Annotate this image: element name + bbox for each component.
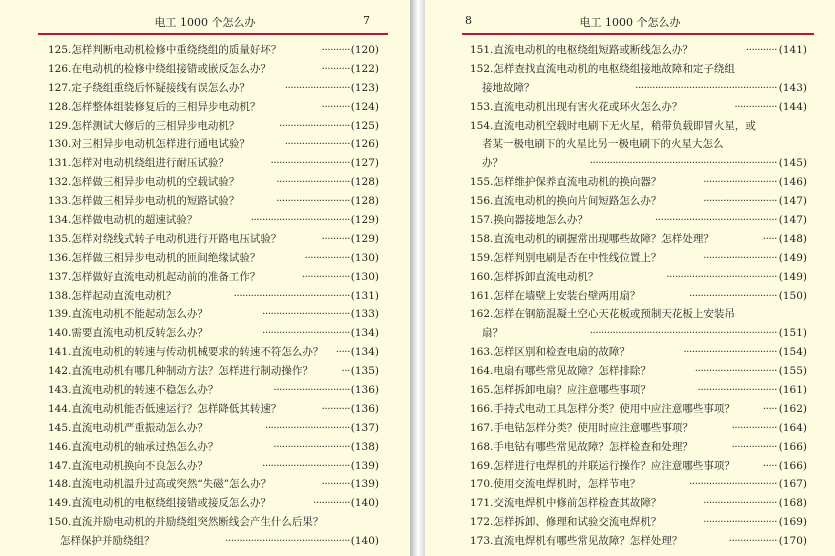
toc-entry xyxy=(425,513,835,532)
toc-entry-title: 157.换向器接地怎么办？ xyxy=(470,214,588,227)
toc-entry-page: (130) xyxy=(350,251,379,264)
toc-entry-page: (150) xyxy=(778,289,807,302)
toc-entry-page: (155) xyxy=(778,365,807,378)
toc-entry-title: 165.怎样拆卸电扇？应注意哪些事项？ xyxy=(470,384,651,397)
toc-entry-title: 154.直流电动机空载时电刷下无火星，稍带负载即冒火星，或 xyxy=(470,119,756,132)
toc-entry-title: 147.直流电动机换向不良怎么办？ xyxy=(48,459,208,472)
toc-entry-page: (146) xyxy=(778,176,807,189)
toc-entry-page: (129) xyxy=(350,232,379,245)
leader-dots: ········································· xyxy=(233,289,350,302)
toc-entry xyxy=(0,135,410,154)
page-number: 7 xyxy=(363,14,370,27)
toc-entry-title: 158.直流电动机的刷握常出现哪些故障？怎样处理？ xyxy=(470,232,714,245)
leader-dots: ·························· xyxy=(703,176,777,189)
toc-entry xyxy=(0,419,410,438)
leader-dots: ·························· xyxy=(703,516,777,529)
toc-list xyxy=(425,41,835,551)
toc-entry xyxy=(425,41,835,60)
toc-entry-page: (120) xyxy=(350,44,379,56)
toc-entry xyxy=(425,419,835,438)
leader-dots: ······························· xyxy=(262,459,350,472)
toc-entry-title: 161.怎样在墙壁上安装台壁两用扇？ xyxy=(470,289,641,302)
toc-entry-page: (141) xyxy=(778,44,807,56)
toc-entry-page: (130) xyxy=(350,270,379,283)
toc-entry-page: (137) xyxy=(350,421,379,434)
leader-dots: ······························· xyxy=(689,289,777,302)
toc-entry xyxy=(0,324,410,343)
toc-entry xyxy=(425,268,835,287)
leader-dots: ····· xyxy=(762,232,777,245)
toc-entry xyxy=(425,438,835,457)
toc-entry-page: (166) xyxy=(778,459,807,472)
toc-entry-title: 153.直流电动机出现有害火花或环火怎么办？ xyxy=(470,100,683,113)
toc-entry-title: 136.怎样做三相异步电动机的匝间绝缘试验？ xyxy=(48,251,261,264)
toc-entry-title: 167.手电钻怎样分类？使用时应注意哪些事项？ xyxy=(470,421,693,434)
toc-entry-page: (170) xyxy=(778,535,807,548)
leader-dots: ······························· xyxy=(262,327,350,340)
toc-entry-page: (143) xyxy=(778,81,807,94)
toc-entry xyxy=(0,173,410,192)
toc-entry xyxy=(0,117,410,136)
leader-dots: ····························· xyxy=(694,365,777,378)
toc-entry-page: (128) xyxy=(350,176,379,189)
leader-dots: ·········· xyxy=(321,100,350,113)
leader-dots: ····· xyxy=(762,459,777,472)
toc-entry-title: 怎样保护并励绕组？ xyxy=(60,535,155,548)
header-rule xyxy=(38,33,388,35)
toc-entry-title: 151.直流电动机的电枢绕组短路或断线怎么办？ xyxy=(470,44,693,56)
leader-dots: ···························· xyxy=(697,384,777,397)
toc-entry-title: 168.手电钻有哪些常见故障？怎样检查和处理？ xyxy=(470,440,693,453)
toc-entry xyxy=(425,173,835,192)
toc-entry xyxy=(425,79,835,98)
toc-entry xyxy=(425,532,835,551)
toc-entry-page: (147) xyxy=(778,195,807,208)
toc-entry-title: 148.直流电动机温升过高或突然“失磁”怎么办？ xyxy=(48,478,272,491)
toc-entry xyxy=(425,117,835,136)
toc-entry xyxy=(425,249,835,268)
toc-entry-page: (151) xyxy=(778,327,807,340)
toc-entry-page: (161) xyxy=(778,384,807,397)
toc-entry-page: (136) xyxy=(350,384,379,397)
toc-entry-page: (125) xyxy=(350,119,379,132)
toc-entry xyxy=(0,268,410,287)
toc-entry xyxy=(425,192,835,211)
leader-dots: ·································································· xyxy=(589,327,777,340)
leader-dots: ·········· xyxy=(321,232,350,245)
toc-entry xyxy=(425,305,835,324)
toc-entry-title: 131.怎样对电动机绕组进行耐压试验？ xyxy=(48,157,229,170)
page-header xyxy=(0,14,410,30)
toc-entry-page: (139) xyxy=(350,459,379,472)
toc-entry xyxy=(0,192,410,211)
leader-dots: ··· xyxy=(341,365,350,378)
toc-entry xyxy=(425,211,835,230)
leader-dots: ·········· xyxy=(321,402,350,415)
toc-entry xyxy=(0,305,410,324)
toc-entry-title: 162.怎样在钢筋混凝土空心天花板或预制天花板上安装吊 xyxy=(470,308,735,321)
toc-entry-title: 者某一极电刷下的火星比另一极电刷下的火星大怎么 xyxy=(482,138,724,151)
toc-entry-page: (166) xyxy=(778,440,807,453)
leader-dots: ································· xyxy=(683,346,777,359)
header-title: 电工 1000 个怎么办 xyxy=(579,16,681,29)
toc-entry-title: 173.直流电焊机有哪些常见故障？怎样处理？ xyxy=(470,535,683,548)
toc-entry-title: 125.怎样判断电动机检修中重绕绕组的质量好坏？ xyxy=(48,44,282,56)
leader-dots: ············· xyxy=(313,497,350,510)
toc-entry-page: (148) xyxy=(778,232,807,245)
toc-entry-page: (136) xyxy=(350,402,379,415)
left-page xyxy=(0,0,410,556)
toc-entry xyxy=(0,457,410,476)
leader-dots: ··········································· xyxy=(654,214,777,227)
leader-dots: ······················· xyxy=(284,138,350,151)
toc-entry-title: 135.怎样对绕线式转子电动机进行开路电压试验？ xyxy=(48,232,282,245)
toc-entry xyxy=(425,287,835,306)
toc-entry-title: 145.直流电动机严重振动怎么办？ xyxy=(48,421,208,434)
toc-entry xyxy=(0,60,410,79)
toc-entry xyxy=(0,287,410,306)
toc-entry-title: 160.怎样拆卸直流电动机？ xyxy=(470,270,599,283)
toc-entry-title: 155.怎样维护保养直流电动机的换向器？ xyxy=(470,176,662,189)
toc-entry xyxy=(0,381,410,400)
toc-entry-title: 150.直流并励电动机的并励绕组突然断线会产生什么后果？ xyxy=(48,516,324,529)
toc-entry-title: 171.交流电焊机中修前怎样检查其故障？ xyxy=(470,497,662,510)
toc-entry-title: 156.直流电动机的换向片间短路怎么办？ xyxy=(470,195,662,208)
toc-entry xyxy=(0,438,410,457)
leader-dots: ·········· xyxy=(321,44,350,56)
toc-entry-title: 139.直流电动机不能起动怎么办？ xyxy=(48,308,208,321)
toc-entry xyxy=(0,532,410,551)
toc-entry-page: (167) xyxy=(778,478,807,491)
toc-entry-title: 134.怎样做电动机的超速试验？ xyxy=(48,214,198,227)
leader-dots: ······························· xyxy=(689,478,777,491)
toc-entry xyxy=(0,211,410,230)
leader-dots: ···························· xyxy=(270,157,350,170)
leader-dots: ················· xyxy=(728,535,777,548)
toc-entry-title: 129.怎样测试大修后的三相异步电动机？ xyxy=(48,119,240,132)
toc-entry-page: (133) xyxy=(350,308,379,321)
toc-entry-title: 扇？ xyxy=(482,327,503,340)
leader-dots: ······················· xyxy=(284,81,350,94)
toc-entry xyxy=(0,230,410,249)
toc-entry-title: 130.对三相异步电动机怎样进行通电试验？ xyxy=(48,138,250,151)
toc-entry xyxy=(425,494,835,513)
book-gutter xyxy=(410,0,425,556)
leader-dots: ·························· xyxy=(703,497,777,510)
toc-entry-page: (140) xyxy=(350,535,379,548)
toc-entry xyxy=(425,343,835,362)
leader-dots: ··························· xyxy=(273,384,350,397)
leader-dots: ················ xyxy=(304,251,350,264)
leader-dots: ····· xyxy=(762,402,777,415)
toc-entry xyxy=(425,475,835,494)
leader-dots: ······························· xyxy=(262,308,350,321)
leader-dots: ·························· xyxy=(276,176,350,189)
toc-entry-title: 169.怎样进行电焊机的并联运行操作？应注意哪些事项？ xyxy=(470,459,735,472)
toc-entry-page: (123) xyxy=(350,81,379,94)
toc-entry xyxy=(425,362,835,381)
toc-entry-page: (145) xyxy=(778,157,807,170)
leader-dots: ······································· xyxy=(666,270,777,283)
toc-entry-title: 166.手持式电动工具怎样分类？使用中应注意哪些事项？ xyxy=(470,402,735,415)
toc-entry-page: (131) xyxy=(350,289,379,302)
header-rule xyxy=(462,33,814,35)
leader-dots: ·········· xyxy=(321,62,350,75)
toc-entry-page: (122) xyxy=(350,62,379,75)
toc-entry-title: 133.怎样做三相异步电动机的短路试验？ xyxy=(48,195,240,208)
toc-entry xyxy=(0,154,410,173)
leader-dots: ··············· xyxy=(734,100,777,113)
page-header xyxy=(425,14,835,30)
toc-entry xyxy=(0,41,410,60)
toc-entry xyxy=(0,79,410,98)
toc-entry-title: 163.怎样区别和检查电扇的故障？ xyxy=(470,346,630,359)
toc-entry-title: 140.需要直流电动机反转怎么办？ xyxy=(48,327,208,340)
toc-entry xyxy=(425,60,835,79)
leader-dots: ·························· xyxy=(703,251,777,264)
toc-entry-page: (164) xyxy=(778,421,807,434)
leader-dots: ················· xyxy=(301,270,350,283)
toc-entry xyxy=(0,362,410,381)
toc-entry xyxy=(425,98,835,117)
toc-entry-page: (124) xyxy=(350,100,379,113)
toc-entry-page: (134) xyxy=(350,346,379,359)
toc-entry-page: (128) xyxy=(350,195,379,208)
toc-entry-page: (134) xyxy=(350,327,379,340)
toc-entry xyxy=(425,457,835,476)
toc-entry-page: (169) xyxy=(778,516,807,529)
leader-dots: ····· xyxy=(335,346,350,359)
toc-entry-page: (139) xyxy=(350,478,379,491)
leader-dots: ················ xyxy=(731,440,777,453)
leader-dots: ·································································· xyxy=(589,157,777,170)
toc-entry-title: 159.怎样判别电刷是否在中性线位置上？ xyxy=(470,251,662,264)
toc-entry-page: (135) xyxy=(350,365,379,378)
toc-entry-title: 132.怎样做三相异步电动机的空载试验？ xyxy=(48,176,240,189)
toc-entry-title: 146.直流电动机的轴承过热怎么办？ xyxy=(48,440,219,453)
toc-entry-page: (147) xyxy=(778,214,807,227)
leader-dots: ··········· xyxy=(745,44,777,56)
toc-entry-title: 142.直流电动机有哪几种制动方法？怎样进行制动操作？ xyxy=(48,365,313,378)
toc-entry xyxy=(425,135,835,154)
toc-entry-title: 170.使用交流电焊机时，怎样节电？ xyxy=(470,478,641,491)
page-number: 8 xyxy=(465,14,472,27)
header-title: 电工 1000 个怎么办 xyxy=(154,16,256,29)
toc-entry-title: 143.直流电动机的转速不稳怎么办？ xyxy=(48,384,219,397)
toc-entry xyxy=(425,230,835,249)
toc-entry-page: (144) xyxy=(778,100,807,113)
toc-entry-page: (138) xyxy=(350,440,379,453)
toc-entry xyxy=(425,154,835,173)
leader-dots: ·························· xyxy=(276,195,350,208)
toc-entry-title: 126.在电动机的检修中绕组接错或嵌反怎么办？ xyxy=(48,62,271,75)
toc-entry-title: 137.怎样做好直流电动机起动前的准备工作？ xyxy=(48,270,261,283)
toc-entry-page: (162) xyxy=(778,402,807,415)
toc-entry-page: (126) xyxy=(350,138,379,151)
toc-list xyxy=(0,41,410,551)
leader-dots: ··································· xyxy=(250,214,350,227)
toc-entry-title: 164.电扇有哪些常见故障？怎样排除？ xyxy=(470,365,651,378)
toc-entry xyxy=(425,400,835,419)
toc-entry-title: 138.怎样起动直流电动机？ xyxy=(48,289,177,302)
toc-entry xyxy=(0,475,410,494)
toc-entry-title: 144.直流电动机能否低速运行？怎样降低其转速？ xyxy=(48,402,282,415)
toc-entry-page: (129) xyxy=(350,214,379,227)
leader-dots: ·········· xyxy=(321,478,350,491)
toc-entry xyxy=(425,324,835,343)
toc-entry xyxy=(0,494,410,513)
toc-entry-title: 办？ xyxy=(482,157,503,170)
toc-entry xyxy=(425,381,835,400)
toc-entry-title: 141.直流电动机的转速与传动机械要求的转速不符怎么办？ xyxy=(48,346,324,359)
toc-entry-page: (154) xyxy=(778,346,807,359)
toc-entry-title: 接地故障？ xyxy=(482,81,535,94)
toc-entry-title: 152.怎样查找直流电动机的电枢绕组接地故障和定子绕组 xyxy=(470,62,735,75)
toc-entry-page: (140) xyxy=(350,497,379,510)
toc-entry xyxy=(0,513,410,532)
toc-entry-title: 127.定子绕组重绕后怀疑接线有误怎么办？ xyxy=(48,81,250,94)
leader-dots: ······························ xyxy=(264,421,350,434)
toc-entry-title: 172.怎样拆卸、修理和试验交流电焊机？ xyxy=(470,516,662,529)
leader-dots: ·················································· xyxy=(635,81,777,94)
toc-entry-page: (149) xyxy=(778,251,807,264)
leader-dots: ············································ xyxy=(225,535,350,548)
toc-entry-page: (127) xyxy=(350,157,379,170)
toc-entry-title: 128.怎样整体组装修复后的三相异步电动机？ xyxy=(48,100,261,113)
leader-dots: ························· xyxy=(279,119,350,132)
leader-dots: ··························· xyxy=(273,440,350,453)
toc-entry xyxy=(0,343,410,362)
leader-dots: ················ xyxy=(731,421,777,434)
toc-entry xyxy=(0,98,410,117)
leader-dots: ·························· xyxy=(703,195,777,208)
right-page xyxy=(425,0,835,556)
toc-entry xyxy=(0,400,410,419)
toc-entry-title: 149.直流电动机的电枢绕组接错或接反怎么办？ xyxy=(48,497,271,510)
toc-entry-page: (149) xyxy=(778,270,807,283)
toc-entry xyxy=(0,249,410,268)
toc-entry-page: (168) xyxy=(778,497,807,510)
